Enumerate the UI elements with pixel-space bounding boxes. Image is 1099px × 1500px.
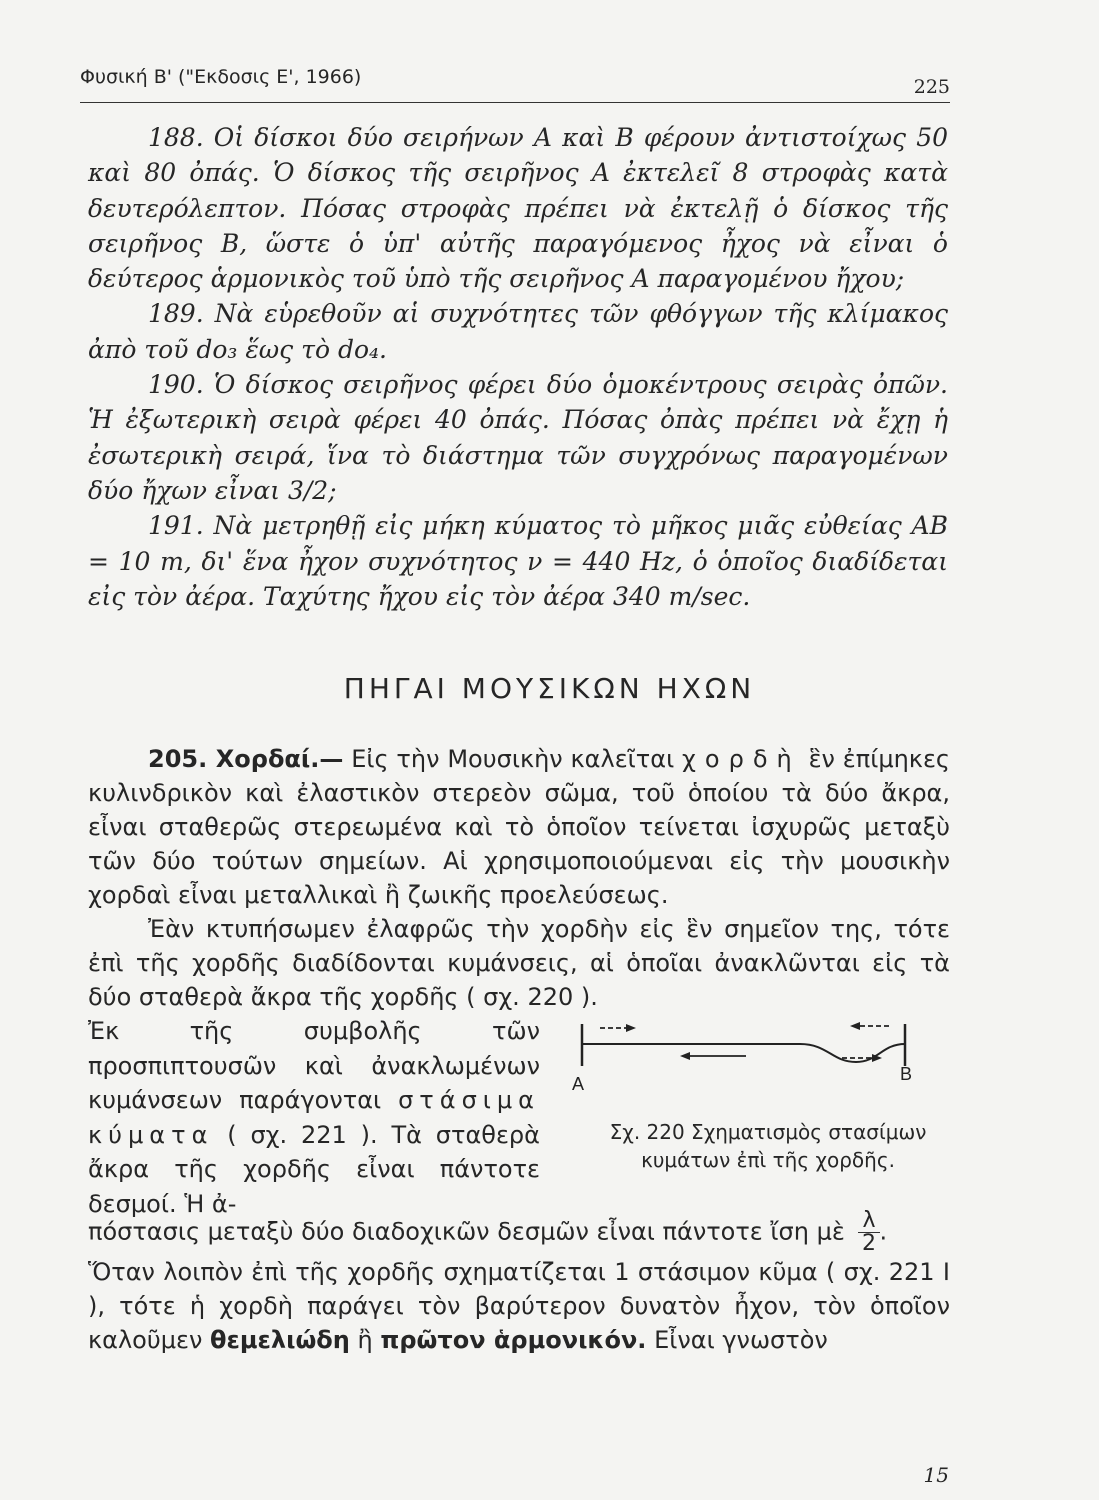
text: ἓν ἐπίμηκες κυλινδρικὸν καὶ ἐλαστικὸν στερεὸν σῶμα, τοῦ ὁποίου τὰ δύο ἄκρα, εἶναι σταθερῶς στερεωμένα καὶ τὸ ὁποῖον τείνεται ἰσχυρῶς μεταξὺ τῶν δύο τούτων σημείων. Αἱ χρησιμοποιούμεναι εἰς τὴν μουσικὴν χορδαὶ εἶναι μεταλλικαὶ ἢ ζωικῆς προελεύσεως. (88, 745, 950, 909)
sheet-signature: 15 (923, 1463, 949, 1487)
paragraph-node-distance: πόστασις μεταξὺ δύο διαδοχικῶν δεσμῶν εἶναι πάντοτε ἴση μὲ $\frac{\lambda}{2}$ . (88, 1208, 888, 1256)
paragraph-definition (88, 742, 950, 912)
running-title: Φυσική Β' ("Εκδοσις Ε', 1966) (80, 66, 362, 88)
exercise-188: 188. Οἱ δίσκοι δύο σειρήνων Α καὶ Β φέρουν ἀντιστοίχως 50 καὶ 80 ὀπάς. Ὁ δίσκος τῆς σειρῆνος Α ἐκτελεῖ 8 στροφὰς κατὰ δευτερόλεπτον. Πόσας στροφὰς πρέπει νὰ ἐκτελῇ ὁ δίσκος τῆς σειρῆνος Β, ὥστε ὁ ὑπ' αὐτῆς παραγόμενος ἦχος νὰ εἶναι ὁ δεύτερος ἁρμονικὸς τοῦ ὑπὸ τῆς σειρῆνος Α παραγομένου ἤχου; (88, 123, 948, 294)
term-fundamental: θεμελιώδη (210, 1326, 350, 1354)
section-205-continued (88, 1210, 950, 1357)
label-a: A (572, 1074, 585, 1094)
text: Ἐκ τῆς συμβολῆς τῶν προσπιπτουσῶν καὶ ἀνακλωμένων κυμάνσεων παράγονται (88, 1017, 540, 1114)
fraction-numerator: λ (858, 1210, 879, 1233)
caption-line-2: κυμάτων ἐπὶ τῆς χορδῆς. (641, 1148, 895, 1172)
fraction-lambda-half (858, 1210, 879, 1255)
paragraph-standing-waves (88, 1014, 540, 1221)
text: Εἰς τὴν Μουσικὴν καλεῖται (351, 745, 675, 773)
arrow-head (680, 1052, 690, 1060)
text: ( σχ. 221 ). Τὰ σταθερὰ ἄκρα τῆς χορδῆς εἶναι πάντοτε δεσμοί. Ἡ ἀ- (88, 1120, 540, 1218)
section-title: ΠΗΓΑΙ ΜΟΥΣΙΚΩΝ ΗΧΩΝ (343, 672, 756, 705)
text: ἢ (357, 1326, 373, 1354)
fraction-denominator: 2 (861, 1231, 876, 1256)
figure-caption (578, 1118, 958, 1174)
section-heading: 205. Χορδαί.— (148, 745, 344, 773)
string-line (582, 1044, 905, 1062)
term-chord: χορδὴ (682, 745, 801, 773)
arrow-head (626, 1024, 636, 1032)
page-header (80, 62, 950, 103)
text: πόστασις μεταξὺ δύο διαδοχικῶν δεσμῶν εἶναι πάντοτε ἴση μὲ (88, 1217, 845, 1246)
exercise-191: 191. Νὰ μετρηθῇ εἰς μήκη κύματος τὸ μῆκος μιᾶς εὐθείας ΑΒ = 10 m, δι' ἕνα ἦχον συχνότητος ν = 440 Hz, ὁ ὁποῖος διαδίδεται εἰς τὸν ἀέρα. Ταχύτης ἤχου εἰς τὸν ἀέρα 340 m/sec. (88, 511, 948, 611)
arrow-head (850, 1022, 860, 1030)
term-standing-waves: στάσιμα κύματα (88, 1086, 540, 1149)
text: Εἶναι γνωστὸν (654, 1326, 828, 1354)
label-b: B (900, 1064, 913, 1084)
section-205-intro (88, 742, 950, 1014)
exercise-190: 190. Ὁ δίσκος σειρῆνος φέρει δύο ὁμοκέντρους σειρὰς ὀπῶν. Ἡ ἐξωτερικὴ σειρὰ φέρει 40 ὀπάς. Πόσας ὀπὰς πρέπει νὰ ἔχῃ ἡ ἐσωτερικὴ σειρά, ἵνα τὸ διάστημα τῶν συγχρόνως παραγομένων δύο ἤχων εἶναι 3/2; (88, 370, 948, 505)
page-number: 225 (913, 76, 950, 98)
paragraph-fundamental (88, 1255, 950, 1357)
paragraph-vibration: Ἐὰν κτυπήσωμεν ἐλαφρῶς τὴν χορδὴν εἰς ἓν σημεῖον της, τότε ἐπὶ τῆς χορδῆς διαδίδονται κυμάνσεις, αἱ ὁποῖαι ἀνακλῶνται εἰς τὰ δύο σταθερὰ ἄκρα τῆς χορδῆς ( σχ. 220 ). (88, 915, 950, 1011)
exercise-189: 189. Νὰ εὑρεθοῦν αἱ συχνότητες τῶν φθόγγων τῆς κλίμακος ἀπὸ τοῦ do₃ ἕως τὸ do₄. (88, 299, 948, 364)
caption-line-1: Σχ. 220 Σχηματισμὸς στασίμων (609, 1120, 927, 1144)
text: Ὅταν λοιπὸν ἐπὶ τῆς χορδῆς σχηματίζεται 1 στάσιμον κῦμα ( σχ. 221 Ι ), τότε ἡ χορδὴ παράγει τὸν βαρύτερον δυνατὸν ἦχον, τὸν ὁποῖον καλοῦμεν (88, 1258, 950, 1354)
exercises (88, 120, 948, 614)
term-first-harmonic: πρῶτον ἁρμονικόν. (380, 1326, 647, 1354)
